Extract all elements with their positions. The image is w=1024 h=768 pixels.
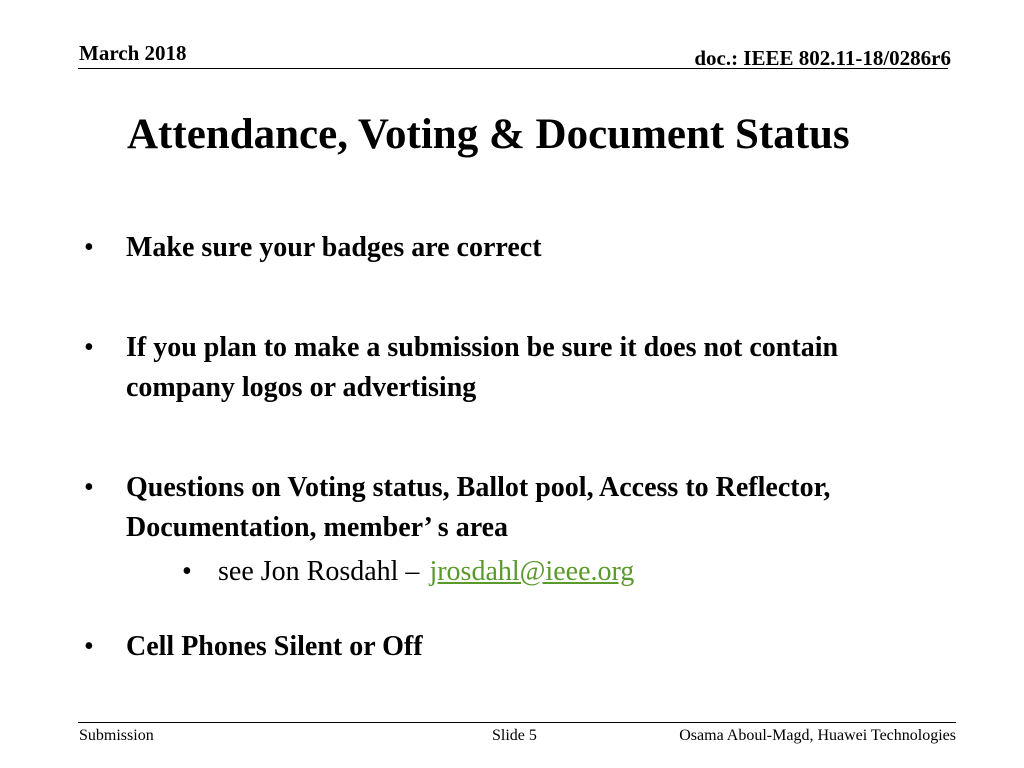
footer-submission: Submission bbox=[79, 727, 154, 744]
bullet-text: If you plan to make a submission be sure it does not contain company logos or advertising bbox=[126, 332, 839, 403]
bullet-item bbox=[84, 627, 944, 667]
slide-title: Attendance, Voting & Document Status bbox=[127, 111, 850, 158]
bullet-item bbox=[84, 228, 944, 268]
footer-divider bbox=[78, 722, 956, 723]
header-date: March 2018 bbox=[79, 41, 187, 65]
bullet-text: Cell Phones Silent or Off bbox=[126, 631, 423, 662]
bullet-icon: • bbox=[84, 232, 94, 263]
bullet-icon: • bbox=[84, 472, 94, 503]
header-doc-id: doc.: IEEE 802.11-18/0286r6 bbox=[694, 46, 951, 70]
bullet-text: Questions on Voting status, Ballot pool, Access to Reflector, Documentation, member’ s area bbox=[126, 472, 831, 543]
sub-bullet-text: see Jon Rosdahl – bbox=[218, 556, 420, 587]
bullet-item bbox=[84, 468, 944, 590]
bullet-icon: • bbox=[84, 631, 94, 662]
bullet-icon: • bbox=[84, 332, 94, 363]
sub-bullet-icon: • bbox=[182, 556, 192, 587]
sub-bullet-item bbox=[176, 554, 944, 590]
header-divider bbox=[78, 68, 948, 69]
bullet-list bbox=[84, 228, 944, 667]
bullet-item bbox=[84, 328, 944, 408]
footer-slide-number: Slide 5 bbox=[492, 727, 537, 744]
bullet-text: Make sure your badges are correct bbox=[126, 232, 542, 263]
footer-author: Osama Aboul-Magd, Huawei Technologies bbox=[679, 727, 956, 744]
email-link[interactable]: jrosdahl@ieee.org bbox=[429, 556, 635, 587]
